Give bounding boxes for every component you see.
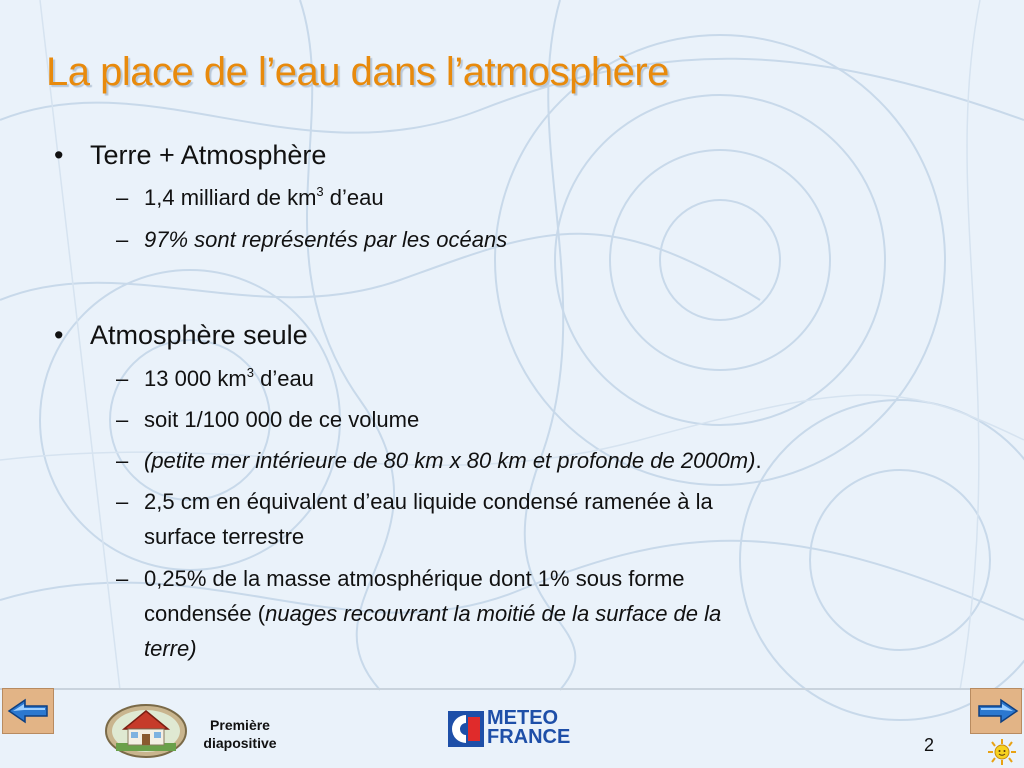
superscript: 3 bbox=[316, 184, 324, 199]
sub-item-masse-atmospherique bbox=[116, 561, 944, 666]
sub-item-volume-atmosphere bbox=[116, 361, 944, 396]
sub-item-oceans bbox=[116, 222, 944, 257]
previous-slide-button[interactable] bbox=[2, 688, 54, 734]
sub-item-text-italic: (petite mer intérieure de 80 km x 80 km et profonde de 2000m) bbox=[144, 448, 756, 473]
first-slide-link[interactable] bbox=[190, 716, 290, 752]
sub-item-line2-italic: nuages recouvrant la moitié de la surface de la bbox=[265, 601, 722, 626]
superscript: 3 bbox=[246, 365, 254, 380]
footer-divider bbox=[0, 688, 1024, 690]
dash-marker: – bbox=[116, 566, 129, 591]
sub-item-text-after: . bbox=[755, 448, 762, 473]
sub-item-text-after: d’eau bbox=[253, 366, 314, 391]
sub-item-petite-mer bbox=[116, 443, 944, 478]
dash-marker: – bbox=[116, 366, 129, 391]
meteo-france-wordmark bbox=[487, 709, 570, 747]
bullet-heading: Atmosphère seule bbox=[90, 320, 308, 350]
sub-item-text: 97% sont représentés par les océans bbox=[144, 227, 508, 252]
page-number: 2 bbox=[924, 735, 935, 755]
meteo-france-logo bbox=[448, 711, 484, 747]
arrow-left-icon bbox=[7, 697, 51, 725]
logo-line2: FRANCE bbox=[487, 726, 571, 748]
bullet-marker: • bbox=[54, 140, 64, 170]
first-slide-label-line1: Première bbox=[210, 717, 270, 733]
sub-item-volume-total bbox=[116, 180, 944, 215]
sub-item-equivalent-eau bbox=[116, 484, 944, 554]
first-slide-label-line2: diapositive bbox=[203, 735, 277, 751]
sub-item-text: 13 000 km bbox=[144, 366, 247, 391]
next-slide-button[interactable] bbox=[970, 688, 1022, 734]
sub-item-text: 1,4 milliard de km bbox=[144, 185, 317, 210]
dash-marker: – bbox=[116, 407, 129, 432]
bullet-terre-atmosphere bbox=[54, 138, 327, 172]
sub-item-fraction bbox=[116, 402, 944, 437]
bullet-atmosphere-seule bbox=[54, 318, 308, 352]
sub-item-line3-italic: terre) bbox=[144, 636, 197, 661]
slide-title: La place de l’eau dans l’atmosphère bbox=[46, 50, 669, 94]
dash-marker: – bbox=[116, 185, 129, 210]
sun-icon bbox=[986, 738, 1018, 766]
bullet-marker: • bbox=[54, 320, 64, 350]
sub-item-text-after: d’eau bbox=[323, 185, 384, 210]
sub-item-line2: condensée ( bbox=[144, 601, 266, 626]
house-icon[interactable] bbox=[104, 701, 188, 759]
sub-item-line1: 0,25% de la masse atmosphérique dont 1% sous forme bbox=[144, 566, 685, 591]
arrow-right-icon bbox=[975, 697, 1019, 725]
bullet-heading: Terre + Atmosphère bbox=[90, 140, 327, 170]
sub-item-line1: 2,5 cm en équivalent d’eau liquide condensé ramenée à la bbox=[144, 489, 713, 514]
sub-item-line2: surface terrestre bbox=[144, 524, 305, 549]
logo-line1: METEO bbox=[487, 707, 559, 729]
dash-marker: – bbox=[116, 448, 129, 473]
sub-item-text: soit 1/100 000 de ce volume bbox=[144, 407, 420, 432]
dash-marker: – bbox=[116, 489, 129, 514]
dash-marker: – bbox=[116, 227, 129, 252]
